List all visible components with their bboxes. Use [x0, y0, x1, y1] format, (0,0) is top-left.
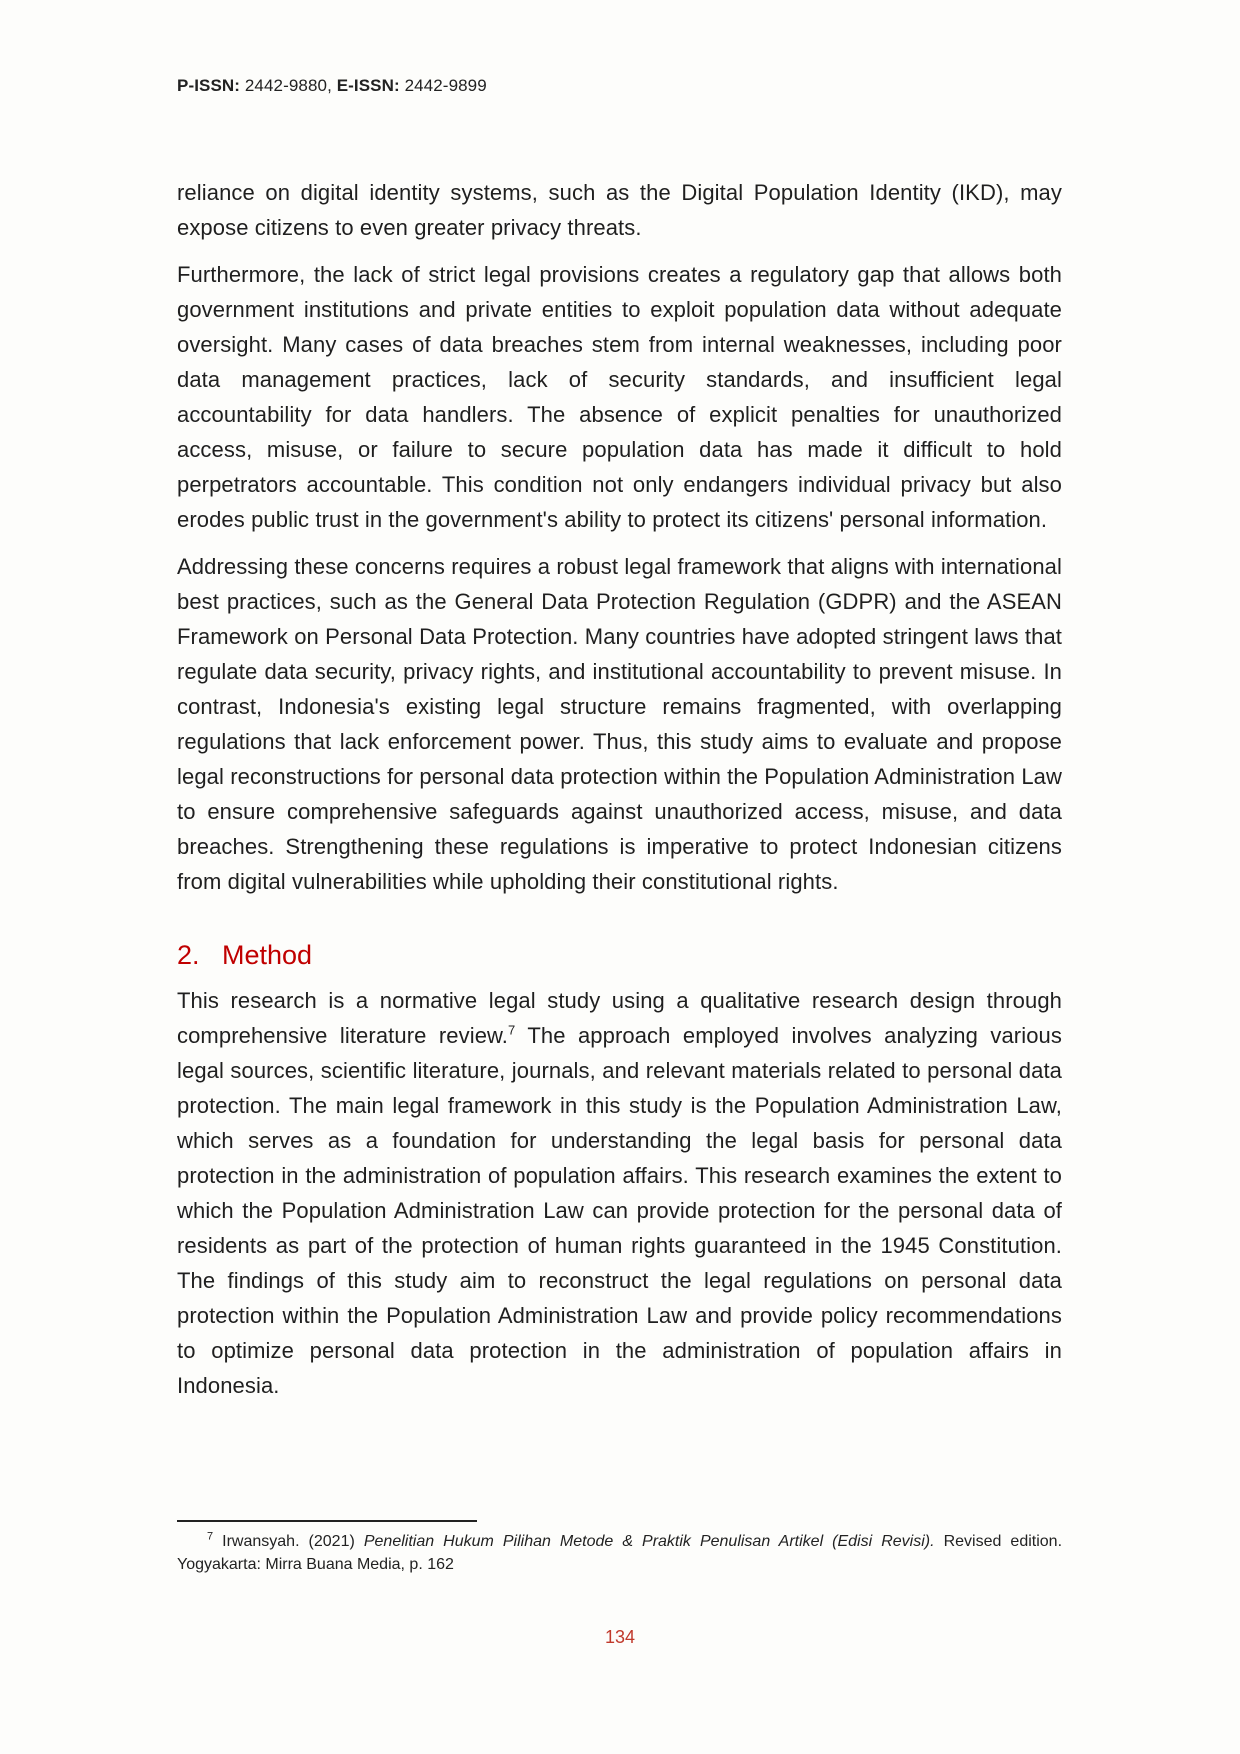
method-text-start: This research is a normative legal study using a qualitative research design through comprehensive literature review.	[177, 988, 1062, 1048]
eissn-label: E-ISSN:	[336, 76, 400, 95]
footnote-rest: Revised edition. Yogyakarta: Mirra Buana Media, p. 162	[177, 1533, 1063, 1573]
footnote-number: 7	[207, 1530, 214, 1543]
footnote-divider	[177, 1520, 477, 1522]
main-content	[177, 175, 1062, 1415]
section-heading-method	[177, 937, 1062, 973]
footnote-reference[interactable]: 7	[508, 1022, 516, 1038]
body-paragraph-2: Furthermore, the lack of strict legal provisions creates a regulatory gap that allows both government institutions and private entities to exploit population data without adequate oversight. Many cases of data breaches stem from internal weaknesses, including poor data management practices, lack of security standards, and insufficient legal accountability for data handlers. The absence of explicit penalties for unauthorized access, misuse, or failure to secure population data has made it difficult to hold perpetrators accountable. This condition not only endangers individual privacy but also erodes public trust in the government's ability to protect its citizens' personal information.	[177, 262, 1062, 532]
footnote-7	[177, 1530, 1062, 1576]
method-paragraph	[177, 983, 1062, 1403]
pissn-label: P-ISSN:	[177, 76, 241, 95]
body-paragraph-1: reliance on digital identity systems, such as the Digital Population Identity (IKD), may expose citizens to even greater privacy threats.	[177, 180, 1062, 240]
journal-issn-header	[177, 76, 487, 96]
pissn-value: 2442-9880,	[240, 76, 337, 95]
footnote-author-year: Irwansyah. (2021)	[213, 1533, 364, 1550]
method-text-rest: The approach employed involves analyzing various legal sources, scientific literature, journals, and relevant materials related to personal data protection. The main legal framework in this study is the Population Administration Law, which serves as a foundation for understanding the legal basis for personal data protection in the administration of population affairs. This research examines the extent to which the Population Administration Law can provide protection for the personal data of residents as part of the protection of human rights guaranteed in the 1945 Constitution. The findings of this study aim to reconstruct the legal regulations on personal data protection within the Population Administration Law and provide policy recommendations to optimize personal data protection in the administration of population affairs in Indonesia.	[177, 1023, 1062, 1398]
body-paragraph-3: Addressing these concerns requires a robust legal framework that aligns with international best practices, such as the General Data Protection Regulation (GDPR) and the ASEAN Framework on Personal Data Protection. Many countries have adopted stringent laws that regulate data security, privacy rights, and institutional accountability to prevent misuse. In contrast, Indonesia's existing legal structure remains fragmented, with overlapping regulations that lack enforcement power. Thus, this study aims to evaluate and propose legal reconstructions for personal data protection within the Population Administration Law to ensure comprehensive safeguards against unauthorized access, misuse, and data breaches. Strengthening these regulations is imperative to protect Indonesian citizens from digital vulnerabilities while upholding their constitutional rights.	[177, 554, 1062, 894]
footnote-title: Penelitian Hukum Pilihan Metode & Praktik Penulisan Artikel (Edisi Revisi).	[363, 1533, 935, 1550]
eissn-value: 2442-9899	[399, 76, 487, 95]
section-number: 2.	[177, 940, 200, 970]
section-title: Method	[222, 940, 313, 970]
page-number: 134	[604, 1627, 636, 1647]
